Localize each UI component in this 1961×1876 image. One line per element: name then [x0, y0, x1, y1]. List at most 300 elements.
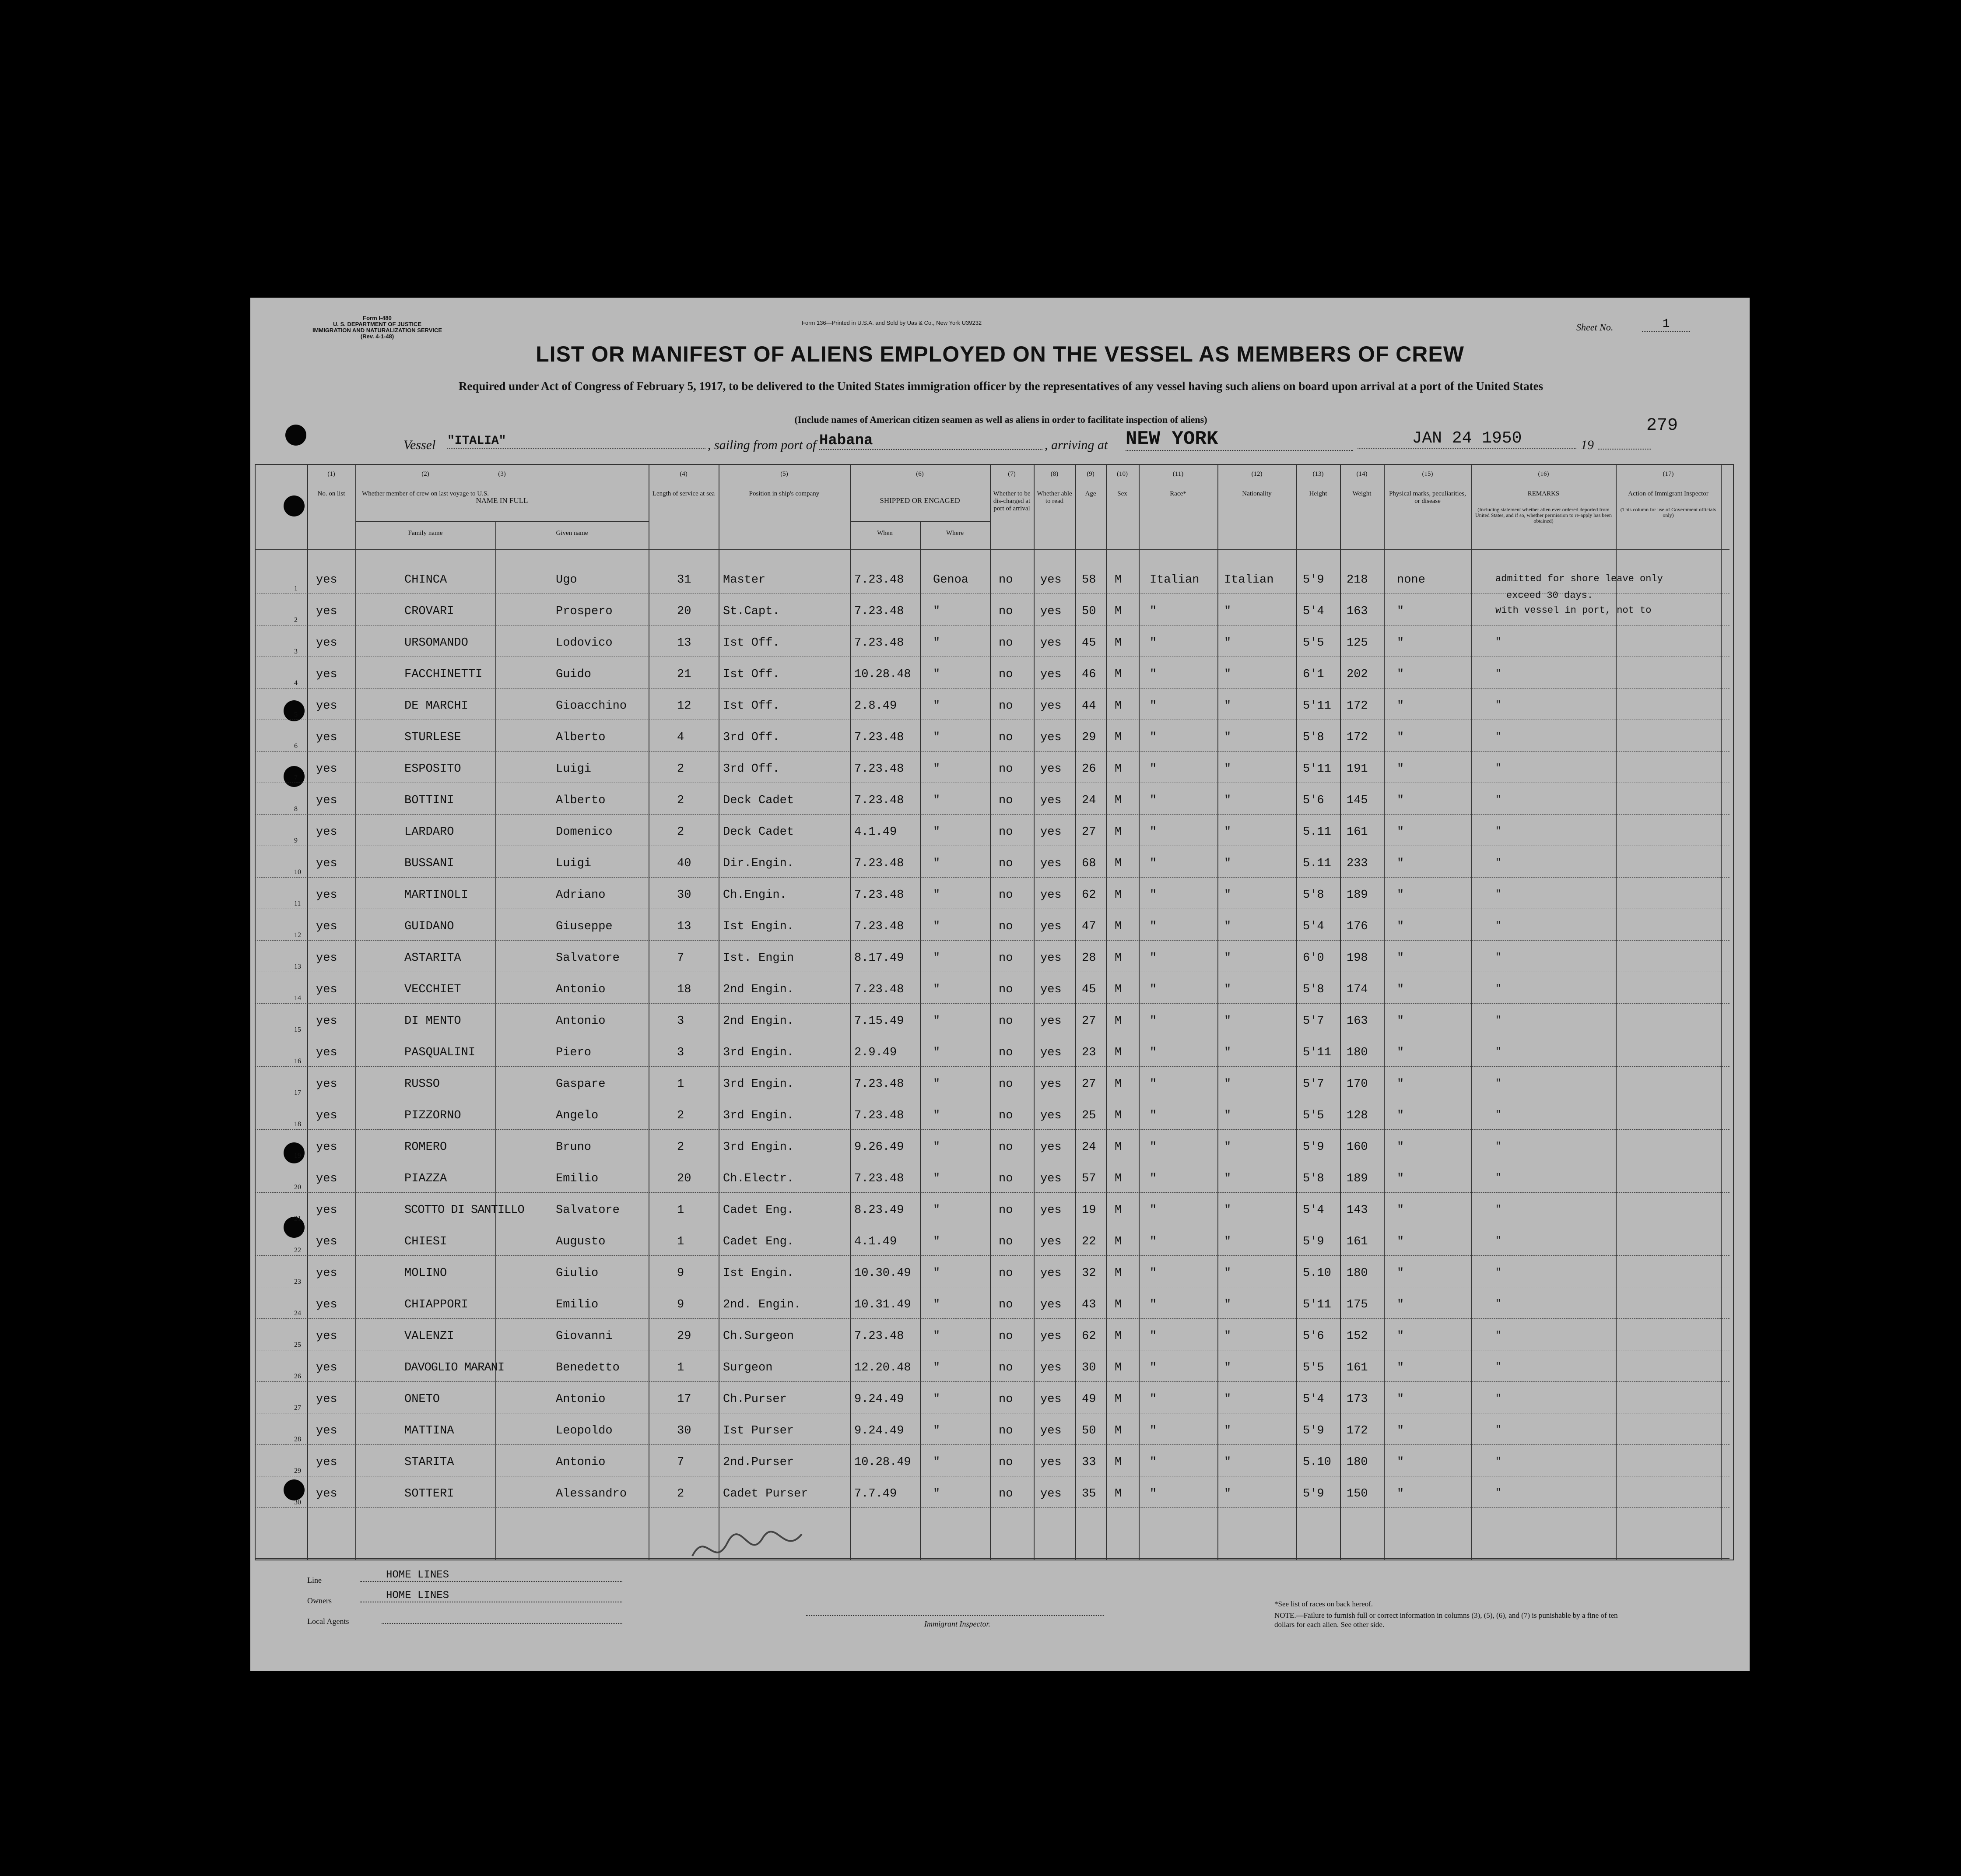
race: " [1150, 889, 1157, 902]
able-to-read: yes [1040, 1330, 1062, 1343]
prev-voyage: yes [316, 1015, 337, 1028]
remarks-continued: exceed 30 days. [1506, 590, 1593, 601]
position: 3rd Engin. [723, 1109, 794, 1122]
shipped-when: 7.23.48 [854, 920, 904, 933]
sex: M [1115, 826, 1122, 839]
physical-marks: " [1397, 1015, 1404, 1028]
remarks: " [1495, 1267, 1501, 1278]
nationality: " [1224, 699, 1231, 713]
discharged: no [999, 983, 1013, 996]
service-length: 30 [677, 1424, 691, 1437]
weight: 189 [1347, 889, 1368, 902]
service-length: 3 [677, 1015, 684, 1028]
sex: M [1115, 983, 1122, 996]
discharged: no [999, 1141, 1013, 1154]
age: 26 [1082, 762, 1096, 776]
race: " [1150, 1424, 1157, 1437]
crew-table [255, 464, 1734, 1560]
able-to-read: yes [1040, 889, 1062, 902]
race: " [1150, 605, 1157, 618]
sex: M [1115, 1487, 1122, 1500]
department: U. S. DEPARTMENT OF JUSTICE [333, 321, 421, 327]
given-name: Antonio [556, 983, 606, 996]
service-length: 29 [677, 1330, 691, 1343]
physical-marks: " [1397, 983, 1404, 996]
prev-voyage: yes [316, 1109, 337, 1122]
sheet-label: Sheet No. [1576, 322, 1614, 333]
able-to-read: yes [1040, 952, 1062, 965]
position: Dir.Engin. [723, 857, 794, 870]
discharged: no [999, 573, 1013, 587]
sex: M [1115, 1172, 1122, 1185]
given-name: Domenico [556, 826, 613, 839]
height: 5.10 [1303, 1456, 1331, 1469]
family-name: PIAZZA [404, 1172, 447, 1185]
given-name: Giuseppe [556, 920, 613, 933]
nationality: " [1224, 952, 1231, 965]
column-header: REMARKS [1527, 490, 1560, 497]
able-to-read: yes [1040, 1046, 1062, 1059]
discharged: no [999, 1109, 1013, 1122]
weight: 172 [1347, 699, 1368, 713]
vessel-name: "ITALIA" [447, 434, 705, 449]
sex: M [1115, 794, 1122, 807]
race: " [1150, 1204, 1157, 1217]
position: Cadet Eng. [723, 1235, 794, 1248]
able-to-read: yes [1040, 573, 1062, 587]
able-to-read: yes [1040, 983, 1062, 996]
position: 2nd.Purser [723, 1456, 794, 1469]
weight: 176 [1347, 920, 1368, 933]
height: 5'11 [1303, 1298, 1331, 1311]
nationality: " [1224, 1078, 1231, 1091]
position: 2nd. Engin. [723, 1298, 801, 1311]
prev-voyage: yes [316, 762, 337, 776]
nationality: " [1224, 668, 1231, 681]
remarks: " [1495, 857, 1501, 868]
race: " [1150, 1298, 1157, 1311]
prev-voyage: yes [316, 1172, 337, 1185]
remarks: " [1495, 1204, 1501, 1215]
race: " [1150, 1330, 1157, 1343]
shipped-where: " [933, 668, 940, 681]
prev-voyage: yes [316, 605, 337, 618]
race: " [1150, 1361, 1157, 1374]
physical-marks: " [1397, 1393, 1404, 1406]
family-name: STARITA [404, 1456, 454, 1469]
prev-voyage: yes [316, 1393, 337, 1406]
owners-value: HOME LINES [360, 1590, 622, 1602]
family-name: CROVARI [404, 605, 454, 618]
shipped-when: 10.28.49 [854, 1456, 911, 1469]
age: 62 [1082, 889, 1096, 902]
inspector-field [806, 1615, 1104, 1616]
age: 27 [1082, 1078, 1096, 1091]
physical-marks: " [1397, 731, 1404, 744]
able-to-read: yes [1040, 668, 1062, 681]
sex: M [1115, 636, 1122, 650]
able-to-read: yes [1040, 1393, 1062, 1406]
able-to-read: yes [1040, 1487, 1062, 1500]
physical-marks: " [1397, 636, 1404, 650]
family-name: PIZZORNO [404, 1109, 461, 1122]
remarks: " [1495, 794, 1501, 805]
column-number: (6) [916, 471, 924, 478]
column-header: Action of Immigrant Inspector [1628, 490, 1708, 497]
weight: 233 [1347, 857, 1368, 870]
family-name: DE MARCHI [404, 699, 468, 713]
column-number: (14) [1356, 471, 1368, 478]
shipped-where: " [933, 1204, 940, 1217]
nationality: " [1224, 1361, 1231, 1374]
service-length: 20 [677, 605, 691, 618]
agents-field [382, 1623, 622, 1624]
physical-marks: " [1397, 952, 1404, 965]
column-subheader: Given name [556, 530, 588, 537]
sex: M [1115, 952, 1122, 965]
physical-marks: none [1397, 573, 1425, 587]
sex: M [1115, 1235, 1122, 1248]
discharged: no [999, 1204, 1013, 1217]
age: 43 [1082, 1298, 1096, 1311]
remarks: " [1495, 1172, 1501, 1183]
stamp-number: 279 [1646, 416, 1678, 436]
remarks: " [1495, 1487, 1501, 1498]
age: 24 [1082, 1141, 1096, 1154]
position: Ist Off. [723, 668, 780, 681]
given-name: Guido [556, 668, 592, 681]
family-name: CHIAPPORI [404, 1298, 468, 1311]
column-number: (10) [1117, 471, 1128, 478]
manifest-sheet [250, 298, 1750, 1671]
weight: 163 [1347, 605, 1368, 618]
prev-voyage: yes [316, 983, 337, 996]
shipped-when: 12.20.48 [854, 1361, 911, 1374]
age: 62 [1082, 1330, 1096, 1343]
able-to-read: yes [1040, 605, 1062, 618]
remarks: " [1495, 1456, 1501, 1467]
family-name: ASTARITA [404, 952, 461, 965]
race: " [1150, 857, 1157, 870]
age: 49 [1082, 1393, 1096, 1406]
shipped-when: 8.23.49 [854, 1204, 904, 1217]
height: 5'8 [1303, 731, 1324, 744]
row-number: 12 [294, 931, 301, 939]
service-length: 2 [677, 1141, 684, 1154]
physical-marks: " [1397, 1487, 1404, 1500]
nationality: " [1224, 1015, 1231, 1028]
shipped-where: " [933, 699, 940, 713]
family-name: STURLESE [404, 731, 461, 744]
column-number: (7) [1008, 471, 1016, 478]
sex: M [1115, 889, 1122, 902]
physical-marks: " [1397, 1361, 1404, 1374]
prev-voyage: yes [316, 1298, 337, 1311]
shipped-where: " [933, 731, 940, 744]
nationality: " [1224, 605, 1231, 618]
remarks: with vessel in port, not to [1495, 605, 1652, 616]
shipped-where: " [933, 762, 940, 776]
service-length: 2 [677, 1109, 684, 1122]
shipped-where: " [933, 1172, 940, 1185]
column-number: (15) [1422, 471, 1433, 478]
row-number: 11 [294, 900, 301, 907]
remarks: " [1495, 826, 1501, 836]
row-number: 30 [294, 1499, 301, 1506]
able-to-read: yes [1040, 1424, 1062, 1437]
given-name: Salvatore [556, 952, 620, 965]
discharged: no [999, 1456, 1013, 1469]
position: 3rd Off. [723, 731, 780, 744]
age: 27 [1082, 826, 1096, 839]
physical-marks: " [1397, 1204, 1404, 1217]
column-number: (16) [1538, 471, 1549, 478]
column-note: (Including statement whether alien ever ordered deported from United States, and if so, whether permission to re-apply has been obtained) [1475, 506, 1612, 524]
race: " [1150, 1267, 1157, 1280]
race: " [1150, 826, 1157, 839]
service-length: 20 [677, 1172, 691, 1185]
shipped-when: 7.23.48 [854, 605, 904, 618]
discharged: no [999, 1298, 1013, 1311]
nationality: " [1224, 983, 1231, 996]
sex: M [1115, 1015, 1122, 1028]
column-number: (5) [780, 471, 788, 478]
physical-marks: " [1397, 1172, 1404, 1185]
family-name: URSOMANDO [404, 636, 468, 650]
service-length: 1 [677, 1235, 684, 1248]
weight: 150 [1347, 1487, 1368, 1500]
height: 5.11 [1303, 826, 1331, 839]
family-name: BUSSANI [404, 857, 454, 870]
age: 32 [1082, 1267, 1096, 1280]
footnote: NOTE.—Failure to furnish full or correct information in columns (3), (5), (6), and (7) is punishable by a fine of ten dollars for each alien. See other side. [1274, 1611, 1618, 1629]
column-number: (13) [1312, 471, 1324, 478]
height: 5'9 [1303, 1424, 1324, 1437]
remarks: " [1495, 952, 1501, 963]
row-number: 24 [294, 1310, 301, 1317]
shipped-when: 7.23.48 [854, 857, 904, 870]
discharged: no [999, 699, 1013, 713]
column-header: Physical marks, peculiarities, or disease [1389, 490, 1466, 505]
nationality: " [1224, 857, 1231, 870]
weight: 173 [1347, 1393, 1368, 1406]
family-name: CHINCA [404, 573, 447, 587]
physical-marks: " [1397, 762, 1404, 776]
nationality: " [1224, 1109, 1231, 1122]
discharged: no [999, 952, 1013, 965]
discharged: no [999, 1393, 1013, 1406]
position: Ch.Engin. [723, 889, 787, 902]
position: Master [723, 573, 766, 587]
family-name: ESPOSITO [404, 762, 461, 776]
sex: M [1115, 1078, 1122, 1091]
prev-voyage: yes [316, 699, 337, 713]
row-number: 3 [294, 648, 298, 655]
given-name: Giovanni [556, 1330, 613, 1343]
punch-hole [285, 425, 306, 446]
nationality: Italian [1224, 573, 1274, 587]
height: 5'7 [1303, 1078, 1324, 1091]
discharged: no [999, 762, 1013, 776]
inspector-label: Immigrant Inspector. [924, 1620, 990, 1628]
row-number: 15 [294, 1026, 301, 1033]
race: " [1150, 636, 1157, 650]
prev-voyage: yes [316, 573, 337, 587]
height: 5'5 [1303, 636, 1324, 650]
height: 5.10 [1303, 1267, 1331, 1280]
nationality: " [1224, 794, 1231, 807]
shipped-where: " [933, 952, 940, 965]
nationality: " [1224, 1393, 1231, 1406]
discharged: no [999, 1424, 1013, 1437]
given-name: Prospero [556, 605, 613, 618]
shipped-when: 10.28.48 [854, 668, 911, 681]
discharged: no [999, 857, 1013, 870]
family-name: VECCHIET [404, 983, 461, 996]
column-header: Whether to be dis-charged at port of arrival [993, 490, 1031, 512]
given-name: Gioacchino [556, 699, 627, 713]
arriving-label: , arriving at [1045, 438, 1108, 452]
race: " [1150, 699, 1157, 713]
age: 58 [1082, 573, 1096, 587]
column-header: Age [1085, 490, 1096, 497]
service-length: 9 [677, 1298, 684, 1311]
weight: 143 [1347, 1204, 1368, 1217]
remarks: " [1495, 920, 1501, 931]
shipped-where: " [933, 794, 940, 807]
physical-marks: " [1397, 794, 1404, 807]
nationality: " [1224, 762, 1231, 776]
service-length: 18 [677, 983, 691, 996]
sex: M [1115, 731, 1122, 744]
family-name: DI MENTO [404, 1015, 461, 1028]
physical-marks: " [1397, 1109, 1404, 1122]
service-length: 12 [677, 699, 691, 713]
row-number: 17 [294, 1089, 301, 1096]
family-name: PASQUALINI [404, 1046, 476, 1059]
service-length: 3 [677, 1046, 684, 1059]
service-length: 30 [677, 889, 691, 902]
position: 3rd Engin. [723, 1141, 794, 1154]
remarks: " [1495, 636, 1501, 647]
weight: 189 [1347, 1172, 1368, 1185]
discharged: no [999, 1267, 1013, 1280]
age: 29 [1082, 731, 1096, 744]
discharged: no [999, 1046, 1013, 1059]
prev-voyage: yes [316, 826, 337, 839]
shipped-when: 7.23.48 [854, 573, 904, 587]
prev-voyage: yes [316, 920, 337, 933]
able-to-read: yes [1040, 1361, 1062, 1374]
age: 46 [1082, 668, 1096, 681]
column-header: SHIPPED OR ENGAGED [880, 496, 960, 505]
able-to-read: yes [1040, 1204, 1062, 1217]
remarks: " [1495, 1015, 1501, 1026]
sex: M [1115, 1393, 1122, 1406]
shipped-when: 4.1.49 [854, 826, 897, 839]
able-to-read: yes [1040, 1456, 1062, 1469]
race: " [1150, 1109, 1157, 1122]
service-length: 13 [677, 920, 691, 933]
age: 22 [1082, 1235, 1096, 1248]
position: 3rd Engin. [723, 1046, 794, 1059]
weight: 163 [1347, 1015, 1368, 1028]
column-header: Position in ship's company [749, 490, 820, 497]
family-name: MOLINO [404, 1267, 447, 1280]
nationality: " [1224, 1172, 1231, 1185]
weight: 180 [1347, 1046, 1368, 1059]
race: " [1150, 731, 1157, 744]
height: 5'4 [1303, 1204, 1324, 1217]
remarks: " [1495, 731, 1501, 742]
age: 50 [1082, 1424, 1096, 1437]
header-separator [255, 549, 1729, 550]
position: 2nd Engin. [723, 983, 794, 996]
family-name: VALENZI [404, 1330, 454, 1343]
row-number: 18 [294, 1121, 301, 1128]
remarks: " [1495, 1424, 1501, 1435]
prev-voyage: yes [316, 636, 337, 650]
service-length: 40 [677, 857, 691, 870]
column-number: (2) [421, 471, 429, 478]
age: 47 [1082, 920, 1096, 933]
shipped-where: " [933, 1078, 940, 1091]
column-header: Whether able to read [1037, 490, 1072, 505]
position: Deck Cadet [723, 794, 794, 807]
family-name: DAVOGLIO MARANI [404, 1361, 505, 1374]
table-bottom [255, 1558, 1729, 1559]
service-length: 1 [677, 1078, 684, 1091]
nationality: " [1224, 826, 1231, 839]
column-number: (1) [327, 471, 335, 478]
age: 25 [1082, 1109, 1096, 1122]
given-name: Alessandro [556, 1487, 627, 1500]
physical-marks: " [1397, 1330, 1404, 1343]
given-name: Alberto [556, 731, 606, 744]
physical-marks: " [1397, 1078, 1404, 1091]
discharged: no [999, 1330, 1013, 1343]
remarks: " [1495, 668, 1501, 679]
position: 3rd Engin. [723, 1078, 794, 1091]
given-name: Antonio [556, 1393, 606, 1406]
height: 6'0 [1303, 952, 1324, 965]
weight: 191 [1347, 762, 1368, 776]
able-to-read: yes [1040, 1235, 1062, 1248]
sex: M [1115, 1330, 1122, 1343]
weight: 172 [1347, 1424, 1368, 1437]
given-name: Antonio [556, 1015, 606, 1028]
shipped-where: " [933, 605, 940, 618]
height: 5'9 [1303, 1141, 1324, 1154]
height: 5'11 [1303, 1046, 1331, 1059]
able-to-read: yes [1040, 920, 1062, 933]
physical-marks: " [1397, 889, 1404, 902]
discharged: no [999, 1487, 1013, 1500]
remarks: " [1495, 1330, 1501, 1341]
sex: M [1115, 857, 1122, 870]
row-number: 19 [294, 1152, 301, 1159]
given-name: Piero [556, 1046, 592, 1059]
physical-marks: " [1397, 1046, 1404, 1059]
race: " [1150, 762, 1157, 776]
age: 19 [1082, 1204, 1096, 1217]
age: 23 [1082, 1046, 1096, 1059]
owners-label: Owners [307, 1596, 332, 1605]
column-subheader: Where [946, 530, 964, 537]
physical-marks: " [1397, 920, 1404, 933]
shipped-when: 7.7.49 [854, 1487, 897, 1500]
shipped-when: 7.23.48 [854, 1172, 904, 1185]
